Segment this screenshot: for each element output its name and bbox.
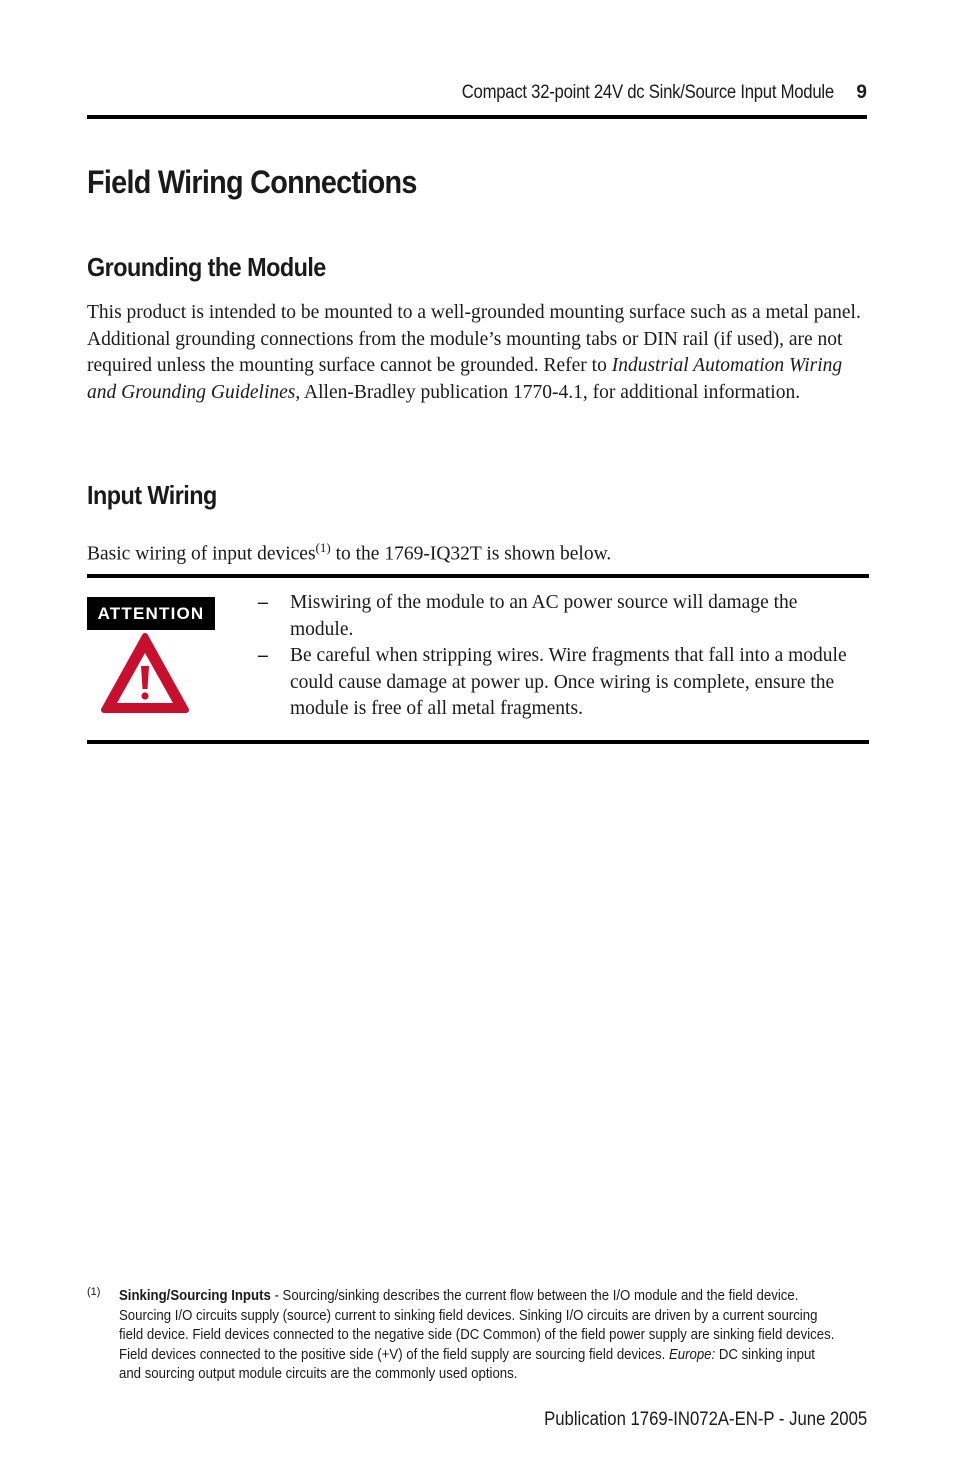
grounding-text-start: This product is intended to be mounted to a well-grounded mounting surface such as a metal panel. Additional grounding connections from the module’s mounting tabs or DIN rail (if used), are not required unless the mounting surface cannot be grounded. Refer to	[87, 302, 861, 376]
guidelines-reference: Industrial Automation Wiring and Grounding Guidelines	[87, 355, 843, 403]
footnote-title: Sinking/Sourcing Inputs	[119, 1287, 271, 1304]
attention-top-rule	[87, 574, 869, 578]
input-wiring-paragraph	[87, 535, 872, 568]
footnote-text-start: - Sourcing/sinking describes the current flow between the I/O module and the field device. Sourcing I/O circuits supply (source) current to sinking field devices. Sinking I/O circuits are driven by a current sourcing field device. Field devices connected to the negative side (DC Common) of the field power supply are sinking field devices. Field devices connected to the positive side (+V) of the field supply are sourcing field devices.	[119, 1287, 835, 1363]
page-title: Field Wiring Connections	[87, 164, 417, 200]
input-wiring-text-end: to the 1769-IQ32T is shown below.	[330, 543, 612, 565]
attention-item: – Be careful when stripping wires. Wire fragments that fall into a module could cause damage at power up. Once wiring is complete, ensure the module is free of all metal fragments.	[258, 645, 847, 719]
page-number: 9	[856, 82, 867, 103]
footnote	[119, 1286, 841, 1384]
publication-footer: Publication 1769-IN072A-EN-P - June 2005	[543, 1409, 867, 1430]
footnote-text-end: DC sinking input and sourcing output module circuits are the commonly used options.	[119, 1345, 815, 1382]
footnote-reference: (1)	[315, 540, 331, 555]
grounding-paragraph	[87, 300, 872, 406]
attention-list	[258, 590, 858, 723]
attention-dash: –	[258, 645, 268, 666]
grounding-text-end: , Allen-Bradley publication 1770-4.1, for additional information.	[295, 381, 801, 403]
input-wiring-text-start: Basic wiring of input devices	[87, 543, 316, 565]
attention-item: – Miswiring of the module to an AC power source will damage the module.	[258, 592, 798, 640]
running-header: Compact 32-point 24V dc Sink/Source Input Module	[461, 82, 834, 103]
footnote-europe-label: Europe:	[668, 1345, 716, 1363]
section-heading-input-wiring: Input Wiring	[87, 480, 217, 510]
attention-dash: –	[258, 592, 268, 613]
section-heading-grounding: Grounding the Module	[87, 252, 326, 282]
footnote-marker: (1)	[87, 1286, 101, 1298]
warning-triangle-icon	[100, 630, 190, 716]
header-rule	[87, 115, 867, 119]
attention-bottom-rule	[87, 740, 869, 744]
attention-badge: ATTENTION	[87, 597, 215, 630]
